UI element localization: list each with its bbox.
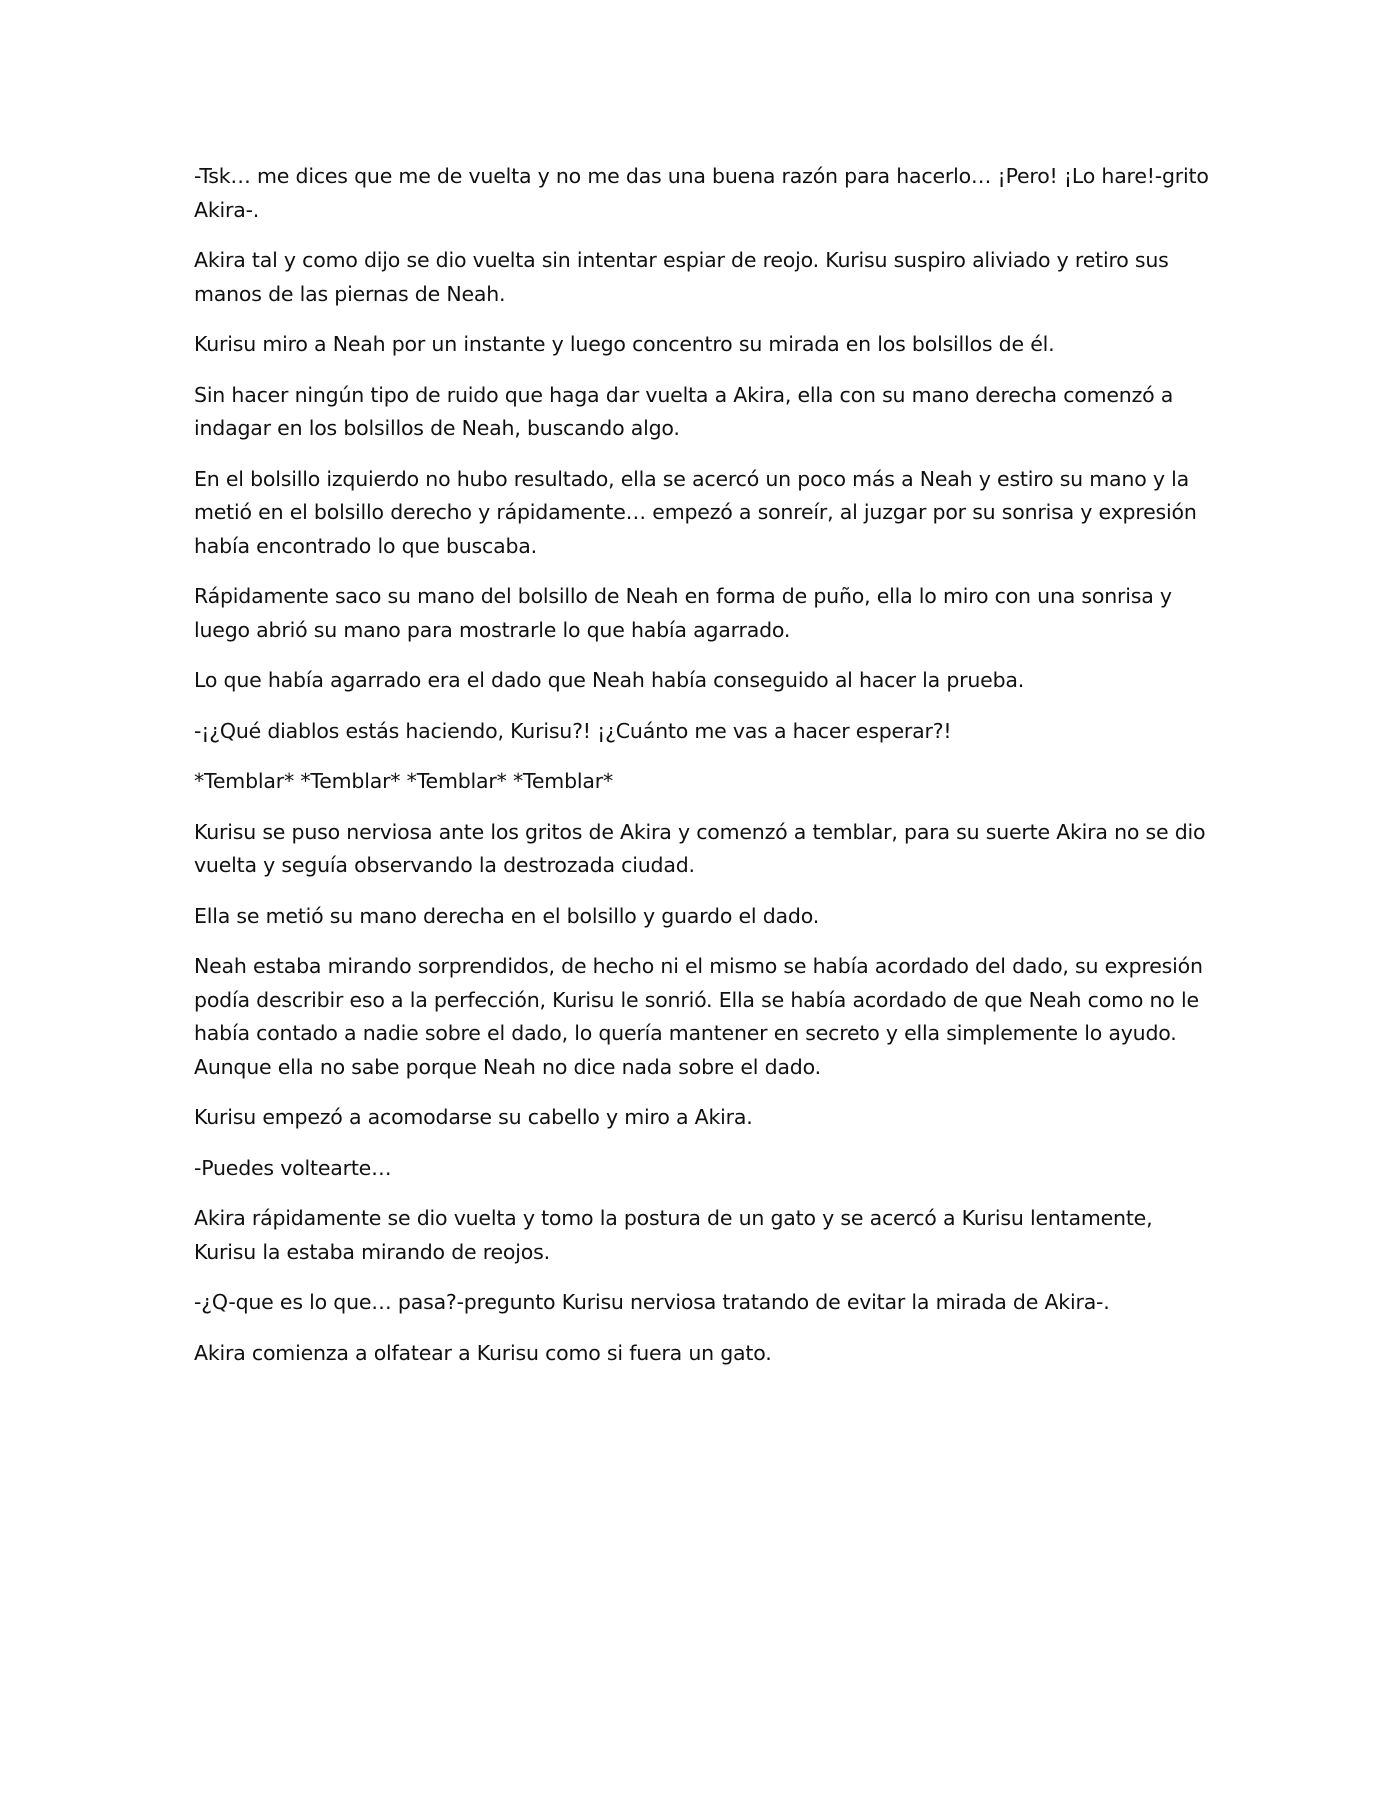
paragraph: Rápidamente saco su mano del bolsillo de Neah en forma de puño, ella lo miro con una sonrisa y luego abrió su mano para mostrarle lo que había agarrado. — [194, 584, 1172, 642]
paragraph: Lo que había agarrado era el dado que Neah había conseguido al hacer la prueba. — [194, 668, 1025, 692]
paragraph: -Tsk… me dices que me de vuelta y no me das una buena razón para hacerlo… ¡Pero! ¡Lo hare!-grito Akira-. — [194, 164, 1209, 222]
document-body — [194, 160, 1214, 1387]
paragraph: Sin hacer ningún tipo de ruido que haga dar vuelta a Akira, ella con su mano derecha comenzó a indagar en los bolsillos de Neah, buscando algo. — [194, 382, 1174, 440]
paragraph: Kurisu miro a Neah por un instante y luego concentro su mirada en los bolsillos de él. — [194, 332, 1055, 356]
paragraph: -Puedes voltearte… — [194, 1155, 392, 1180]
paragraph: Kurisu empezó a acomodarse su cabello y miro a Akira. — [194, 1105, 753, 1129]
paragraph: Akira comienza a olfatear a Kurisu como si fuera un gato. — [194, 1340, 772, 1365]
paragraph: Akira rápidamente se dio vuelta y tomo la postura de un gato y se acercó a Kurisu lentamente, Kurisu la estaba mirando de reojos. — [194, 1206, 1153, 1264]
paragraph: Neah estaba mirando sorprendidos, de hecho ni el mismo se había acordado del dado, su expresión podía describir eso a la perfección, Kurisu le sonrió. Ella se había acordado de que Neah como no le había contado a nadie sobre el dado, lo quería mantener en secreto y ella simplemente lo ayudo. Aunque ella no sabe porque Neah no dice nada sobre el dado. — [194, 954, 1203, 1079]
paragraph: *Temblar* *Temblar* *Temblar* *Temblar* — [194, 769, 614, 793]
paragraph: Ella se metió su mano derecha en el bolsillo y guardo el dado. — [194, 903, 820, 928]
paragraph: -¿Q-que es lo que… pasa?-pregunto Kurisu nerviosa tratando de evitar la mirada de Akira-. — [194, 1290, 1110, 1314]
paragraph: Akira tal y como dijo se dio vuelta sin intentar espiar de reojo. Kurisu suspiro aliviado y retiro sus manos de las piernas de Neah. — [194, 248, 1169, 306]
paragraph: En el bolsillo izquierdo no hubo resultado, ella se acercó un poco más a Neah y estiro su mano y la metió en el bolsillo derecho y rápidamente… empezó a sonreír, al juzgar por su sonrisa y expresión había encontrado lo que buscaba. — [194, 466, 1197, 558]
paragraph: -¡¿Qué diablos estás haciendo, Kurisu?! ¡¿Cuánto me vas a hacer esperar?! — [194, 718, 952, 743]
paragraph: Kurisu se puso nerviosa ante los gritos de Akira y comenzó a temblar, para su suerte Akira no se dio vuelta y seguía observando la destrozada ciudad. — [194, 819, 1206, 877]
